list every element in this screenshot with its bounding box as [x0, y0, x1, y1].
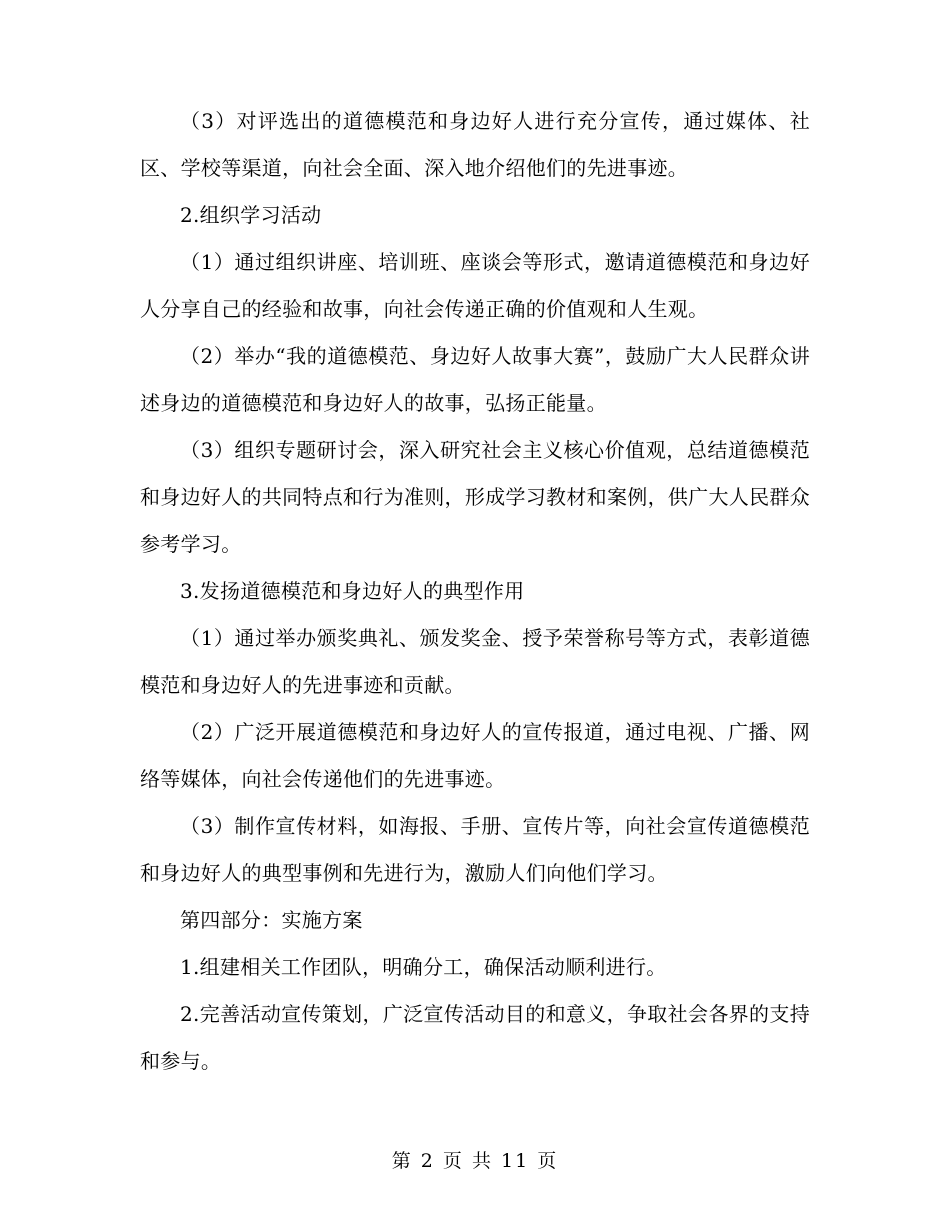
- paragraph-team: 1.组建相关工作团队，明确分工，确保活动顺利进行。: [180, 955, 667, 979]
- paragraph-lectures: （1）通过组织讲座、培训班、座谈会等形式，邀请道德模范和身边好人分享自己的经验和故事，向社会传递正确的价值观和人生观。: [140, 250, 810, 321]
- paragraph-publicity-plan: 2.完善活动宣传策划，广泛宣传活动目的和意义，争取社会各界的支持和参与。: [140, 1002, 810, 1073]
- paragraph-award-ceremony: （1）通过举办颁奖典礼、颁发奖金、授予荣誉称号等方式，表彰道德模范和身边好人的先进事迹和贡献。: [140, 626, 810, 697]
- page-number-footer: 第 2 页 共 11 页: [391, 1150, 559, 1172]
- heading-organize-learning: 2.组织学习活动: [180, 203, 322, 227]
- paragraph-media-reports: （2）广泛开展道德模范和身边好人的宣传报道，通过电视、广播、网络等媒体，向社会传递他们的先进事迹。: [140, 720, 810, 791]
- paragraph-seminar: （3）组织专题研讨会，深入研究社会主义核心价值观，总结道德模范和身边好人的共同特点和行为准则，形成学习教材和案例，供广大人民群众参考学习。: [140, 438, 810, 556]
- paragraph-promo-materials: （3）制作宣传材料，如海报、手册、宣传片等，向社会宣传道德模范和身边好人的典型事例和先进行为，激励人们向他们学习。: [140, 814, 810, 885]
- heading-part-four: 第四部分：实施方案: [180, 908, 363, 932]
- paragraph-publicize-models: （3）对评选出的道德模范和身边好人进行充分宣传，通过媒体、社区、学校等渠道，向社会全面、深入地介绍他们的先进事迹。: [140, 109, 810, 180]
- heading-exemplary-role: 3.发扬道德模范和身边好人的典型作用: [180, 579, 525, 603]
- paragraph-story-contest: （2）举办“我的道德模范、身边好人故事大赛”，鼓励广大人民群众讲述身边的道德模范和身边好人的故事，弘扬正能量。: [140, 344, 810, 415]
- document-body: [140, 98, 810, 1085]
